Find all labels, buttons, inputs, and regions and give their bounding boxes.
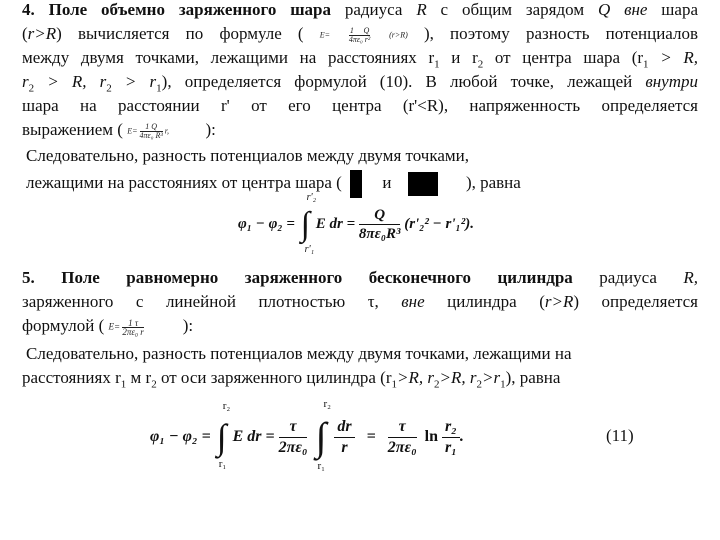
formula-thumbnail-1: E= $\frac{1 Q}{\text{4πε₀ r²}}$ (r>R) xyxy=(319,25,408,44)
section5-line3: формулой ( E= $\frac{1 \tau}{\text{2πε₀ r}}$ ): xyxy=(22,316,194,337)
formula-thumbnail-3: E= $\frac{1 \tau}{\text{2πε₀ r}}$ xyxy=(108,317,144,337)
formula-thumbnail-2: E= $\frac{1 Q}{\text{4πε₀ R³}}$ r, xyxy=(127,121,169,140)
section4-line5: шара на расстоянии r' от его центра (r'<R), напряженность определяется xyxy=(22,96,698,115)
integral-sign: ∫ r₂ r₁ xyxy=(315,398,331,473)
section4-line3: между двумя точками, лежащими на расстояниях $r_1$ и $r_2$ от центра шара ($r_1 > R$, xyxy=(22,48,698,71)
section5-line5: расстояниях $r_1$ м $r_2$ от оси заряженного цилиндра ($r_1>R$, $r_2>R$, $r_2>r_1$), равна xyxy=(22,368,561,391)
section5-line1: 5. Поле равномерно заряженного бесконечного цилиндра радиуса R, xyxy=(22,268,699,287)
section5-line4: Следовательно, разность потенциалов между двумя точками, лежащими на xyxy=(26,344,572,363)
formula-potential-difference-cylinder: φ₁ − φ₂ = ∫ r₂ r₁ E dr = $\frac{\tau}{\text{2πε₀}}$ ∫ r₂ r₁ $\frac{dr}{r}$ = $\frac{\tau}{\text{2πε₀}}$ ln $\frac{\text{r₂}}{\text{r₁}}$ . xyxy=(150,398,464,473)
section4-line6: выражением ( E= $\frac{1 Q}{\text{4πε₀ R³}}$ r, ): xyxy=(22,120,216,140)
redacted-block-2 xyxy=(408,172,438,196)
section4-heading: 4. Поле объемно заряженного шара xyxy=(22,0,331,19)
equation-number-11: (11) xyxy=(606,426,634,445)
section4-line8: лежащими на расстояниях от центра шара ( и ), равна xyxy=(26,170,702,198)
section4-line2: (r>R) вычисляется по формуле ( E= $\frac{1 Q}{\text{4πε₀ r²}}$ (r>R) ), поэтому разность потенциалов xyxy=(22,24,699,44)
integral-sign: ∫ r₂ r₁ xyxy=(216,400,231,471)
section5-line2: заряженного с линейной плотностью τ, вне цилиндра (r>R) определяется xyxy=(22,292,698,311)
section4-line4: $r_2 > R$, $r_2 > r_1$), определяется формулой (10). В любой точке, лежащей внутри xyxy=(22,72,698,95)
section4-line7: Следовательно, разность потенциалов между двумя точками, xyxy=(26,146,469,165)
section4-line1: 4. Поле объемно заряженного шара радиуса R с общим зарядом Q вне шара xyxy=(22,0,698,19)
formula-potential-difference-sphere: φ₁ − φ₂ = ∫ r'₂ r'₁ E dr = $\frac{Q}{\text{8πε₀R³}}$ (r'₂² − r'₁²). xyxy=(238,191,474,255)
section5-heading: 5. Поле равномерно заряженного бесконечного цилиндра xyxy=(22,268,573,287)
integral-sign: ∫ r'₂ r'₁ xyxy=(300,191,317,255)
